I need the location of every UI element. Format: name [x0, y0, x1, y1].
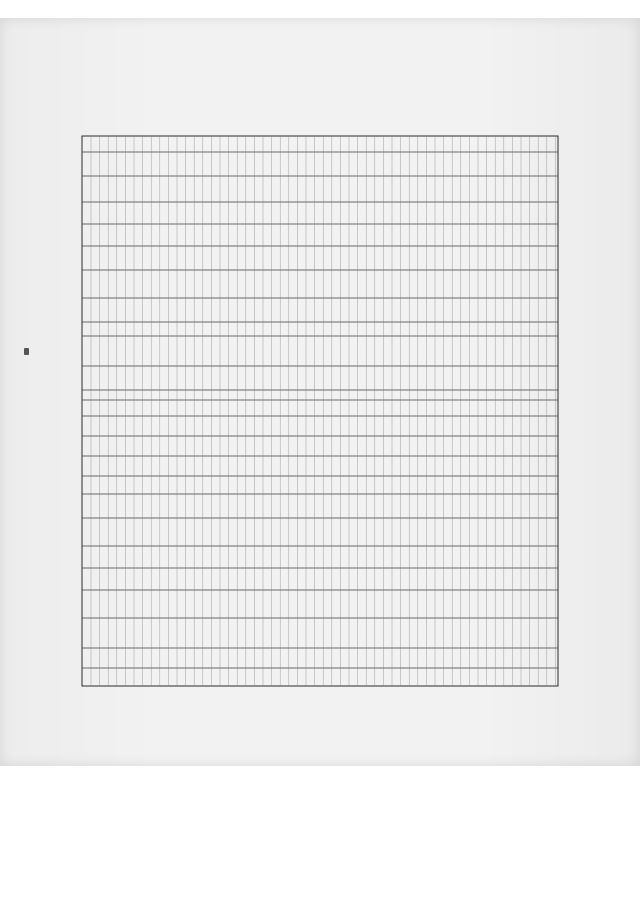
scanned-document-page [0, 18, 640, 766]
rotated-table [0, 18, 640, 766]
